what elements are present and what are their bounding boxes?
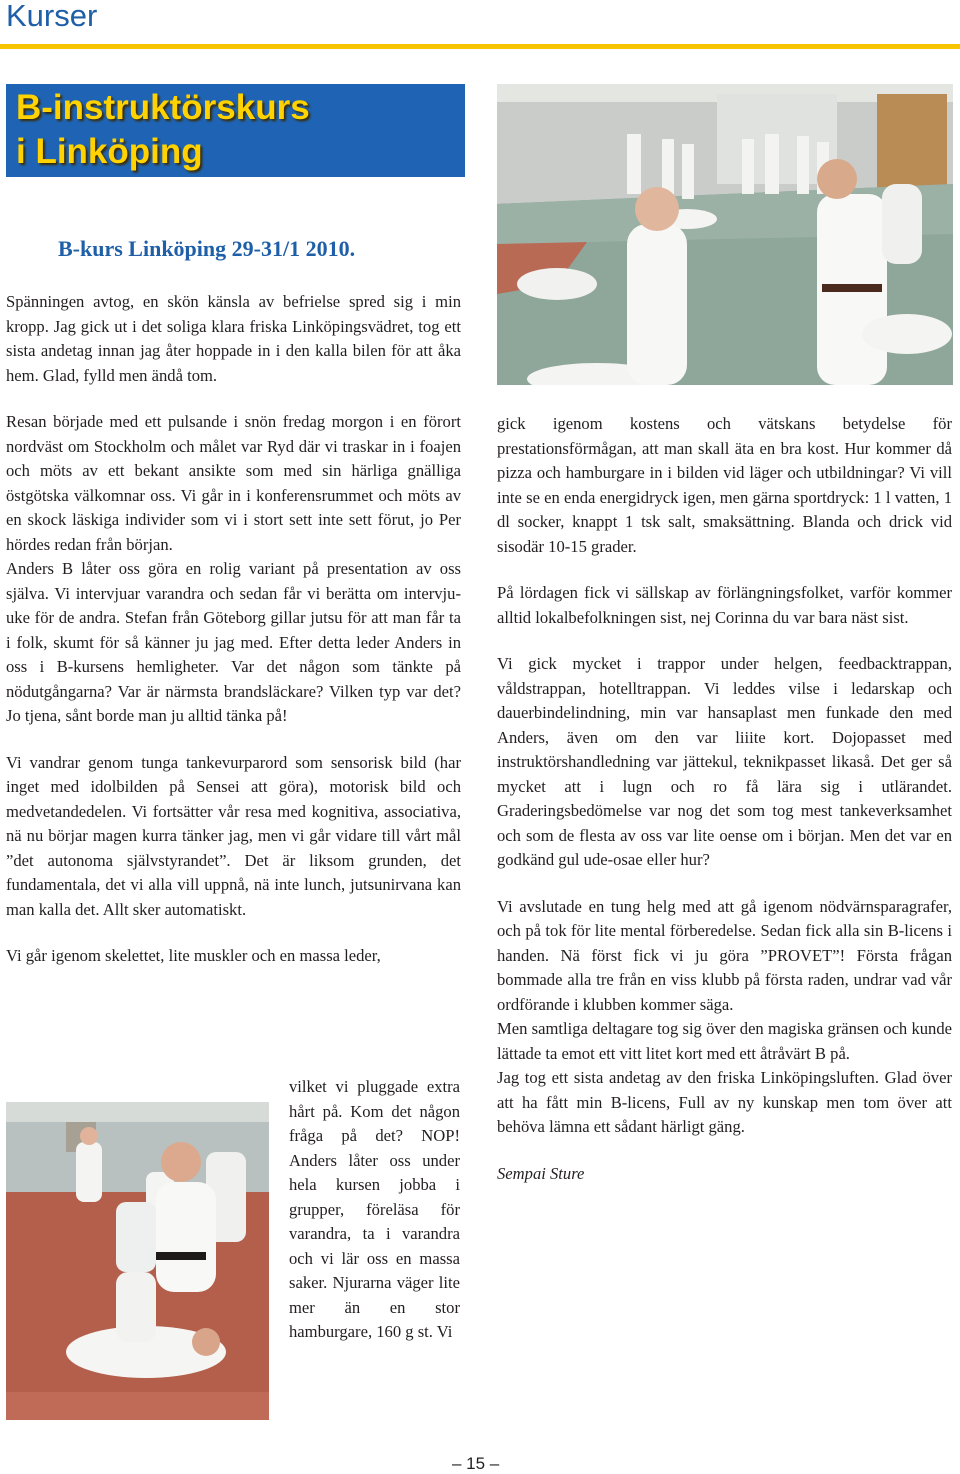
paragraph: På lördagen fick vi sällskap av förlängningsfolket, varför kommer alltid lokalbefolkningen sist, nej Corinna du var bara näst sist. [497,583,952,627]
paragraph: gick igenom kostens och vätskans betydelse för prestationsförmågan, att man skall äta en bra kost. Hur kommer då pizza och hamburgare in i bilden vid läger och utbildningar? Vi vill inte se en enda energidryck igen, men gärna sportdryck: 1 l vatten, 1 dl socker, knappt 1 tsk salt, smaksättning. Blanda och drick vid sisodär 10-15 grader. [497,414,952,556]
page-number: – 15 – [452,1454,500,1473]
title-banner [6,84,465,177]
dojo-group-photo-image [497,84,953,385]
wrap-text-block [289,1075,460,1345]
paragraph: Vi går igenom skelettet, lite muskler och en massa leder, [6,946,381,965]
paragraph: Anders B låter oss göra en rolig variant på presentation av oss själva. Vi intervjuar varandra och sedan får vi berätta om intervju-uke för de andra. Stefan från Göteborg gillar jutsu för att man får ta i folk, skumt för så känner ju jag med. Efter detta leder Anders in oss i B-kursens hemligheter. Var det någon som tänkte på nödutgångarna? Var är närmsta brandsläckare? Vilken typ var det? Jo tjena, sånt borde man ju alltid tänka på! [6,559,461,725]
article-title-line-2: i Linköping [16,132,203,171]
paragraph: Jag tog ett sista andetag av den friska Linköpingsluften. Glad över att ha fått min B-licens, Full av ny kunskap men tom över att behöva lämna ett sådant härligt gäng. [497,1068,952,1136]
throw-technique-photo [6,1102,269,1420]
paragraph: Resan började med ett pulsande i snön fredag morgon i en förort nordväst om Stockholm och målet var Ryd där vi traskar in i foajen och möts av ett bekant ansikte som med sin härliga gnälliga östgötska välkomnar oss. Vi går in i konferensrummet och möts av en skock läskiga individer som vi i stort sett inte sett förut, jo Per hördes redan från början. [6,412,461,554]
throw-technique-photo-image [6,1102,269,1420]
author-signature: Sempai Sture [497,1163,585,1183]
paragraph: Spänningen avtog, en skön känsla av befrielse spred sig i min kropp. Jag gick ut i det soliga klara friska Linköpingsvädret, tog ett sista andetag innan jag åter hoppade in i den kalla bilen för att åka hem. Glad, fylld men ändå tom. [6,292,461,385]
paragraph: Vi avslutade en tung helg med att gå igenom nödvärnsparagrafer, och på tok för lite mental förberedelse. Sedan fick alla sin B-licens i handen. Nä först fick vi ju göra ”PROVET”! Första frågan bommade alla tre från en viss klubb på första raden, undrar vad vår ordförande i klubben kommer säga. [497,896,952,1014]
article-title-line-1: B-instruktörskurs [16,88,310,127]
paragraph: Vi gick mycket i trappor under helgen, feedbacktrappan, våldstrappan, hotelltrappan. Vi leddes vilse i ledarskap och dauerbindelindning, min var hansaplast men funkade den med Anders, även om den var liiite kort. Dojopasset med instruktörshandledning var jättekul, teknikpasset likaså. Det ger så mycket att i lugn och ro få lära sig i utlärandet. Graderingsbedömelse var nog det som tog mest tankeverksamhet och som de flesta av oss var lite oense om i början. Men det var en godkänd gul ude-osae eller hur? [497,654,952,869]
section-rule [0,44,960,49]
paragraph: Vi vandrar genom tunga tankevurparord som sensorisk bild (har inget med idolbilden på Sensei att göra), motorisk bild och medvetandedelen. Vi fortsätter vår resa med kognitiva, associativa, nä nu börjar magen kurra tänker jag, men vi går vidare till vårt mål ”det autonoma självstyrandet”. Det är liksom grunden, det fundamentala, det vi alla vill uppnå, nä inte lunch, jutsunirvana kan man kalla det. Allt sker automatiskt. [6,752,461,919]
article-subheading: B-kurs Linköping 29-31/1 2010. [58,236,356,261]
section-title: Kurser [6,0,98,33]
dojo-group-photo [497,84,953,385]
article-title [16,86,310,174]
left-column [6,290,461,969]
paragraph: vilket vi pluggade extra hårt på. Kom det någon fråga på det? NOP! Anders låter oss under hela kursen jobba i grupper, föreläsa för varandra, ta i varandra och vi lär oss en massa saker. Njurarna väger lite mer än en stor hamburgare, 160 g st. Vi [289,1077,460,1341]
paragraph: Men samtliga deltagare tog sig över den magiska gränsen och kunde lättade ta emot ett vitt litet kort med ett åtråvärt B på. [497,1019,952,1063]
right-column [497,412,952,1186]
